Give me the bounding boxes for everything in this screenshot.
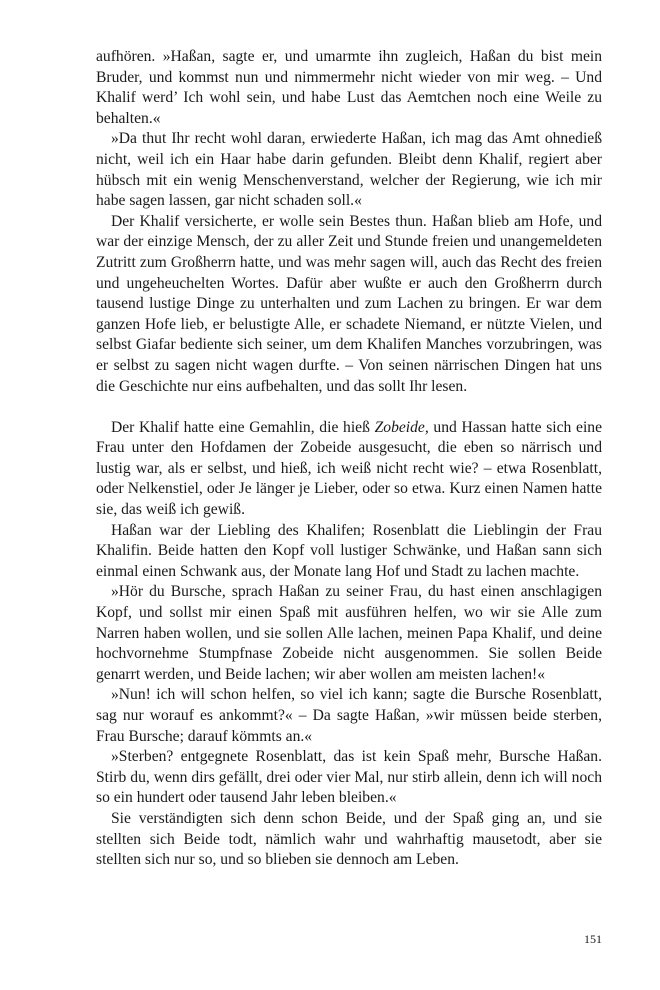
paragraph: »Hör du Bursche, sprach Haßan zu seiner Frau, du hast einen anschlagigen Kopf, und sollst mir einen Spaß mit ausführen helfen, wo wir sie Alle zum Narren haben wollen, und sie sollen Alle lachen, meinen Papa Khalif, und deine hochvornehme Stumpfnase Zobeide nicht ausgenommen. Sie sollen Beide genarrt werden, und Beide lachen; wir aber wollen am meisten lachen!«: [96, 583, 602, 683]
paragraph: Haßan war der Liebling des Khalifen; Rosenblatt die Lieblingin der Frau Khalifin. Beide hatten den Kopf voll lustiger Schwänke, und Haßan sann sich einmal einen Schwank aus, der Monate lang Hof und Stadt zu lachen machte.: [96, 521, 602, 580]
page-number: 151: [584, 932, 602, 946]
paragraph-text: und Hassan hatte sich eine Frau unter den Hofdamen der Zobeide ausgesucht, die eben so närrisch und lustig war, als er selbst, und hieß, ich weiß nicht recht wie? – etwa Rosenblatt, oder Nelkenstiel, oder Je länger je Lieber, oder so etwa. Kurz einen Namen hatte sie, das weiß ich gewiß.: [96, 418, 602, 519]
paragraph-zobeide: [96, 418, 602, 521]
section-break: [96, 397, 602, 418]
paragraph: »Sterben? entgegnete Rosenblatt, das ist kein Spaß mehr, Bursche Haßan. Stirb du, wenn dirs gefällt, drei oder vier Mal, nur stirb allein, denn ich will noch so ein hundert oder tausend Jahr leben bleiben.«: [96, 748, 602, 807]
paragraph-text: Der Khalif hatte eine Gemahlin, die hieß: [111, 418, 375, 436]
book-page-text: [96, 47, 602, 871]
paragraph: aufhören. »Haßan, sagte er, und umarmte ihn zugleich, Haßan du bist mein Bruder, und kommst nun und nimmermehr nicht wieder von mir weg. – Und Khalif werd’ Ich wohl sein, und habe Lust das Aemtchen noch eine Weile zu behalten.«: [96, 48, 602, 127]
italic-name: Zobeide,: [374, 418, 429, 436]
paragraph: »Nun! ich will schon helfen, so viel ich kann; sagte die Bursche Rosenblatt, sag nur worauf es ankommt?« – Da sagte Haßan, »wir müssen beide sterben, Frau Bursche; darauf kömmts an.«: [96, 686, 602, 745]
paragraph: Der Khalif versicherte, er wolle sein Bestes thun. Haßan blieb am Hofe, und war der einzige Mensch, der zu aller Zeit und Stunde freien und unangemeldeten Zutritt zum Großherrn hatte, und was mehr sagen will, auch das Recht des freien und ungeheuchelten Wortes. Dafür aber wußte er auch den Großherrn durch tausend lustige Dinge zu unterhalten und zum Lachen zu bringen. Er war dem ganzen Hofe lieb, er belustigte Alle, er schadete Niemand, er nützte Vielen, und selbst Giafar bediente sich seiner, um dem Khalifen Manches vorzubringen, was er selbst zu sagen nicht wagen durfte. – Von seinen närrischen Dingen hat uns die Geschichte nur eins aufbehalten, und das sollt Ihr lesen.: [96, 212, 602, 395]
paragraph: »Da thut Ihr recht wohl daran, erwiederte Haßan, ich mag das Amt ohnedieß nicht, weil ich ein Haar habe darin gefunden. Bleibt denn Khalif, regiert aber hübsch mit ein wenig Menschenverstand, welcher der Regierung, wie ich mir habe sagen lassen, gar nicht schaden soll.«: [96, 130, 602, 210]
paragraph: Sie verständigten sich denn schon Beide, und der Spaß ging an, und sie stellten sich Beide todt, nämlich wahr und wahrhaftig mausetodt, aber sie stellten sich nur so, und so blieben sie dennoch am Leben.: [96, 809, 602, 869]
